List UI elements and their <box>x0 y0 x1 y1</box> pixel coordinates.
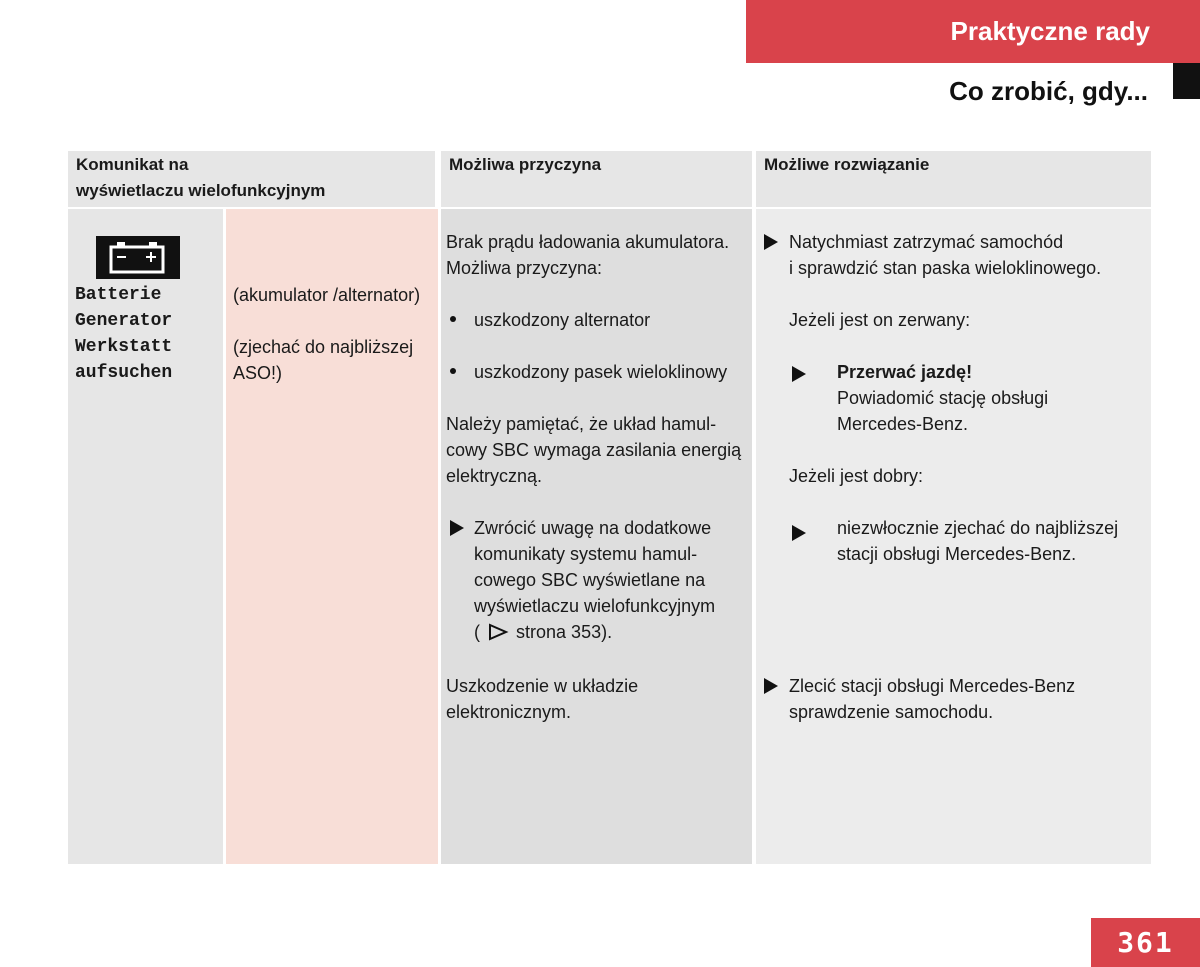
page-reference-icon <box>487 623 509 641</box>
page-reference-text: strona 353). <box>516 622 613 642</box>
column-header-solution <box>756 151 1151 207</box>
message-line: Generator <box>75 311 173 331</box>
column-header-message-line1: Komunikat na <box>76 155 189 174</box>
arrow-right-icon <box>792 525 806 541</box>
column-header-cause-label: Możliwa przyczyna <box>449 155 602 174</box>
solution-step1-line2: i sprawdzić stan paska wieloklinowego. <box>789 258 1102 278</box>
message-line: aufsuchen <box>75 363 173 383</box>
solution-if-broken: Jeżeli jest on zerwany: <box>789 310 971 330</box>
page-number: 361 <box>1091 918 1200 967</box>
solution-electronic-line2: sprawdzenie samochodu. <box>789 702 994 722</box>
solution-if-good: Jeżeli jest dobry: <box>789 466 924 486</box>
cause-note-line3: elektryczną. <box>446 466 543 486</box>
solution-broken-line2: Powiadomić stację obsługi <box>837 388 1049 408</box>
translation-1: (akumulator /alternator) <box>233 285 421 305</box>
solution-broken-bold: Przerwać jazdę! <box>837 362 973 382</box>
message-line: Batterie <box>75 285 162 305</box>
cause-action-line1: Zwrócić uwagę na dodatkowe <box>474 518 712 538</box>
battery-icon <box>96 236 180 279</box>
message-line: Werkstatt <box>75 337 173 357</box>
display-message <box>75 282 172 386</box>
cause-intro-line2: Możliwa przyczyna: <box>446 258 603 278</box>
cause-intro-line1: Brak prądu ładowania akumulatora. <box>446 232 730 252</box>
column-header-cause <box>441 151 752 207</box>
cause-action-line3: cowego SBC wyświetlane na <box>474 570 706 590</box>
page-subtitle: Co zrobić, gdy... <box>949 76 1148 106</box>
translation-2-line2: ASO!) <box>233 363 283 383</box>
page-reference[interactable] <box>474 619 612 645</box>
section-banner <box>746 0 1200 63</box>
column-header-message-line2: wyświetlaczu wielofunkcyjnym <box>76 181 326 200</box>
cause-bullet-1: uszkodzony alternator <box>474 310 651 330</box>
solution-broken-line3: Mercedes-Benz. <box>837 414 969 434</box>
cause-note-line1: Należy pamiętać, że układ hamul- <box>446 414 717 434</box>
cause-electronic-line2: elektronicznym. <box>446 702 572 722</box>
cause-bullet-2: uszkodzony pasek wieloklinowy <box>474 362 728 382</box>
column-header-message <box>68 151 435 207</box>
section-title: Praktyczne rady <box>950 16 1150 46</box>
arrow-right-icon <box>764 678 778 694</box>
chapter-tab <box>1173 63 1200 99</box>
cause-action-line4: wyświetlaczu wielofunkcyjnym <box>474 596 716 616</box>
column-header-solution-label: Możliwe rozwiązanie <box>764 155 930 174</box>
bullet-icon <box>450 316 456 322</box>
cause-action-line2: komunikaty systemu hamul- <box>474 544 698 564</box>
solution-step1-line1: Natychmiast zatrzymać samochód <box>789 232 1064 252</box>
arrow-right-icon <box>450 520 464 536</box>
solution-electronic-line1: Zlecić stacji obsługi Mercedes-Benz <box>789 676 1076 696</box>
cause-note-line2: cowy SBC wymaga zasilania energią <box>446 440 742 460</box>
bullet-icon <box>450 368 456 374</box>
solution-good-line1: niezwłocznie zjechać do najbliższej <box>837 518 1119 538</box>
arrow-right-icon <box>764 234 778 250</box>
translation-2-line1: (zjechać do najbliższej <box>233 337 414 357</box>
cause-electronic-line1: Uszkodzenie w układzie <box>446 676 639 696</box>
solution-good-line2: stacji obsługi Mercedes-Benz. <box>837 544 1077 564</box>
page-reference-open: ( <box>474 622 480 642</box>
arrow-right-icon <box>792 366 806 382</box>
